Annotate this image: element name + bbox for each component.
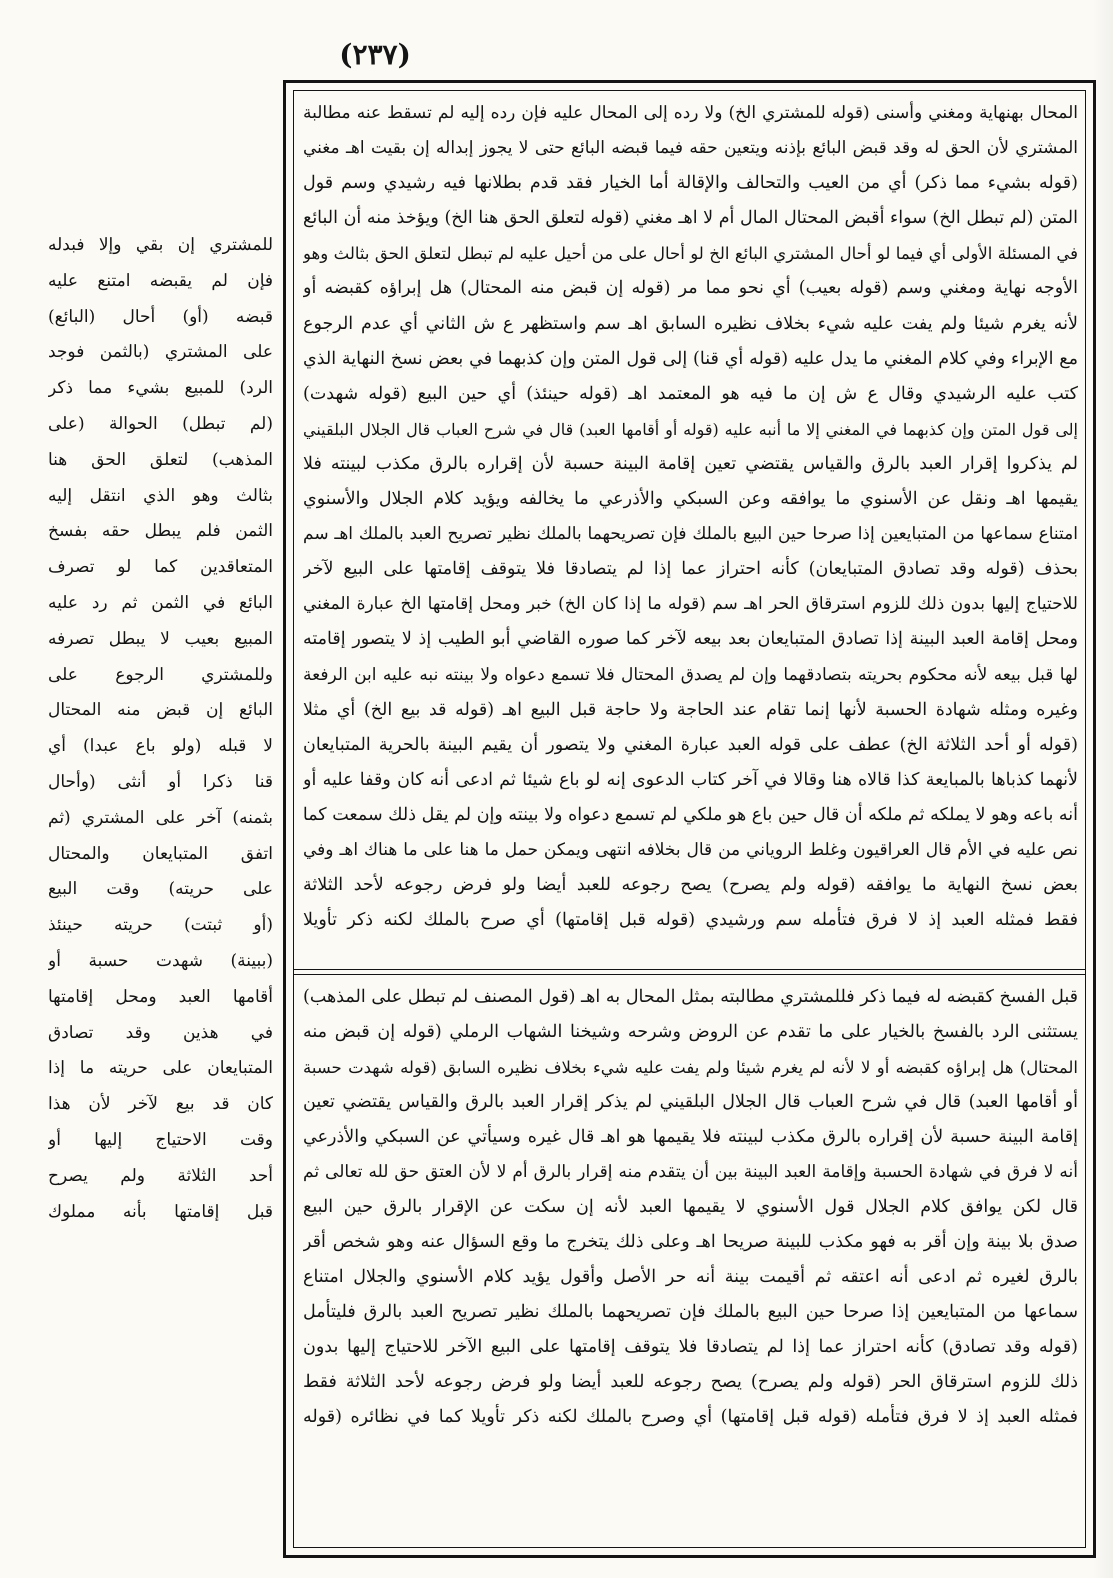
margin-text-line: في هذين وقد تصادق <box>48 1022 273 1043</box>
margin-text-line: المذهب) لتعلق الحق هنا <box>48 449 273 470</box>
margin-text-line: على حريته) وقت البيع <box>48 879 273 900</box>
main-text-line: المشتري لأن الحق له وقد قبض البائع بإذنه ويتعين حقه فيما قبضه البائع حتى لا يجوز إبداله إن بقيت اهـ مغني <box>303 138 1078 159</box>
bottom-text-line: صدق بلا بينة وإن أقر به فهو مكذب للبينة صريحا اهـ وعلى ذلك يتخرج ما وقع السؤال عنه وهو شخص أقر <box>303 1232 1078 1252</box>
main-text-line: كتب عليه الرشيدي وقال ع ش إن ما فيه هو المعتمد اهـ (قوله حينئذ) أي حين البيع (قوله شهدت) <box>303 383 1078 404</box>
main-text-line: إلى قول المتن وإن كذبهما في المغني إلا ما أنبه عليه (قوله أو أقامها العبد) قال في شرح العباب قال الجلال البلقيني <box>303 419 1078 439</box>
bottom-text-line: فمثله العبد إذ لا فرق فتأمله (قوله قبل إقامتها) أي وصرح بالملك لكنه ذكر تأويلا كما في نظائره (قوله <box>303 1407 1078 1427</box>
margin-text-line: لا قبله (ولو باع عبدا) أي <box>48 736 273 757</box>
main-text-line: لأنهما كذباها بالمبايعة كذا قالاه هنا وقالا في آخر كتاب الدعوى إنه لو باع شيئا ثم ادعى أنه كان وقفا عليه أو <box>303 769 1078 790</box>
main-text-line: بعض نسخ النهاية ما يوافقه (قوله ولم يصرح) يصح رجوعه للعبد أيضا ولو فرض رجوعه لأحد الثلاثة <box>303 875 1078 896</box>
main-text-line: في المسئلة الأولى أي فيما لو أحال المشتري البائع الخ لو أحال على من أحيل عليه لم تبطل لتعلق الحق بثالث وهو <box>303 244 1078 264</box>
margin-text-line: للمشتري إن بقي وإلا فبدله <box>48 235 273 255</box>
bottom-text-line: يستثنى الرد بالفسخ بالخيار على ما تقدم عن الروض وشرحه وشيخنا الشهاب الرملي (قوله إن قبض منه <box>303 1022 1078 1042</box>
bottom-text-line: إقامة البينة حسبة لأن إقراره بالرق مكذب لبينته فلا يقيمها هو اهـ قال غيره وسيأتي عن السبكي والأذرعي <box>303 1127 1078 1147</box>
main-text-line: لم يذكروا إقرار العبد بالرق والقياس يقتضي تعين إقامة البينة حسبة لأن إقراره بالرق مكذب لبينته فلا <box>303 453 1078 474</box>
margin-text-line: وقت الاحتياج إليها أو <box>48 1129 273 1150</box>
main-text-line: يقيمها اهـ ونقل عن الأسنوي ما يوافقه وعن السبكي والأذرعي ما يخالفه ويؤيد كلام الجلال والأسنوي <box>303 489 1078 510</box>
margin-text-line: البائع إن قبض منه المحتال <box>48 700 273 721</box>
margin-text-line: (ببينة) شهدت حسبة أو <box>48 950 273 971</box>
margin-text-line: وللمشتري الرجوع على <box>48 664 273 685</box>
margin-text-line: قبضه (أو) أحال (البائع) <box>48 306 273 327</box>
main-text-line: بحذف (قوله وقد تصادق المتبايعان) كأنه احتراز عما إذا لم يتصادقا فلا يتوقف إقامتها على البيع لآخر <box>303 559 1078 580</box>
main-text-line: للاحتياج إليها بدون ذلك للزوم استرقاق الحر اهـ سم (قوله ما إذا كان الخ) خبر ومحل إقامتها الخ عبارة المغني <box>303 594 1078 615</box>
scan-edge-shadow <box>1093 0 1113 1578</box>
section-divider <box>293 969 1086 975</box>
margin-matn-text <box>48 228 273 1348</box>
margin-text-line: أقامها العبد ومحل إقامتها <box>48 986 273 1007</box>
main-text-line: فقط فمثله العبد إذ لا فرق فتأمله سم ورشيدي (قوله قبل إقامتها) أي صرح بالملك لكنه ذكر تأويلا <box>303 910 1078 931</box>
main-text-line: الأوجه نهاية ومغني وسم (قوله بعيب) أي نحو مما مر (قوله إن قبض منه المحتال) هل إبراؤه كقبضه أو <box>303 278 1078 299</box>
margin-text-line: المتبايعان على حريته ما إذا <box>48 1058 273 1079</box>
margin-text-line: البائع في الثمن ثم رد عليه <box>48 592 273 613</box>
bottom-text-line: ذلك للزوم استرقاق الحر (قوله ولم يصرح) يصح رجوعه للعبد أيضا ولو فرض رجوعه لأحد الثلاثة فقط <box>303 1372 1078 1392</box>
main-commentary-text <box>303 96 1078 964</box>
main-text-line: نص عليه في الأم قال العراقيون وغلط الروياني من قال بخلافه انتهى ويمكن حمل ما هنا على ما هناك اهـ وفي <box>303 839 1078 860</box>
margin-text-line: المتعاقدين كما لو تصرف <box>48 557 273 578</box>
margin-text-line: (لم تبطل) الحوالة (على <box>48 413 273 434</box>
bottom-text-line: (قوله وقد تصادق) كأنه احتراز عما إذا لم يتصادقا فلا يتوقف إقامتها على البيع الآخر للاحتياج إليها بدون <box>303 1337 1078 1357</box>
footnote-commentary-text <box>303 980 1078 1542</box>
main-text-line: (قوله أو أحد الثلاثة الخ) عطف على قوله العبد عبارة المغني ولا يتصور أن يقيم البينة بالحرية المتبايعان <box>303 734 1078 755</box>
main-text-line: ومحل إقامة العبد البينة إذا تصادق المتبايعان بعد بيعه لآخر كما صوره القاضي أبو الطيب إذ لا يتصور إقامته <box>303 629 1078 650</box>
page-number: (٢٣٧) <box>339 38 411 71</box>
margin-text-line: (أو ثبتت) حريته حينئذ <box>48 915 273 936</box>
margin-text-line: الثمن فلم يبطل حقه بفسخ <box>48 521 273 542</box>
bottom-text-line: أو أقامها العبد) قال في شرح العباب قال الجلال البلقيني لم يذكر إقرار العبد بالرق والقياس يقتضي تعين <box>303 1092 1078 1112</box>
bottom-text-line: بالرق لغيره ثم ادعى أنه اعتقه ثم أقيمت بينة أنه حر الأصل وأقول يؤيد كلام الأسنوي والجلال امتناع <box>303 1267 1078 1287</box>
margin-text-line: الرد) للمبيع بشيء مما ذكر <box>48 378 273 399</box>
main-text-line: مع الإبراء وفي كلام المغني ما يدل عليه (قوله أي قنا) إلى قول المتن وإن كذبهما في بعض نسخ النهاية الذي <box>303 348 1078 369</box>
main-text-line: امتناع سماعها من المتبايعين إذا صرحا حين البيع بالملك فإن تصريحهما بالملك نظير تصريح العبد بالملك اهـ سم <box>303 524 1078 545</box>
margin-text-line: قبل إقامتها بأنه مملوك <box>48 1201 273 1222</box>
margin-text-line: اتفق المتبايعان والمحتال <box>48 843 273 864</box>
margin-text-line: على المشتري (بالثمن فوجد <box>48 342 273 363</box>
main-text-line: لأنه يغرم شيئا ولم يفت عليه شيء بخلاف نظيره السابق اهـ سم واستظهر ع ش الثاني أي عدم الرجوع <box>303 313 1078 334</box>
bottom-text-line: قال لكن يوافق كلام الجلال قول الأسنوي لا يقيمها العبد لأنه إن سكت عن الإقرار بالرق حين البيع <box>303 1197 1078 1217</box>
margin-text-line: بثمنه) آخر على المشتري (ثم <box>48 807 273 828</box>
bottom-text-line: أنه لا فرق في شهادة الحسبة وإقامة العبد البينة بين أن يتقدم منه إقرار بالرق أم لا لأن العتق حق لله تعالى ثم <box>303 1162 1078 1182</box>
main-text-line: أنه باعه وهو لا يملكه ثم ملكه أن قال حين باع هو ملكي لم تسمع دعواه ولا بينته وإن لم يقل ذلك سمعت كما <box>303 804 1078 825</box>
main-text-line: المحال بهنهاية ومغني وأسنى (قوله للمشتري الخ) ولا رده إلى المحال عليه فإن رده إليه لم تسقط عنه مطالبة <box>303 103 1078 123</box>
main-text-line: وغيره ومثله شهادة الحسبة لأنها إنما تقام عند الحاجة ولا حاجة قبل البيع اهـ (قوله قد بيع الخ) أي مثلا <box>303 699 1078 720</box>
margin-text-line: فإن لم يقبضه امتنع عليه <box>48 270 273 291</box>
main-text-line: لها قبل بيعه لأنه محكوم بحريته بتصادقهما وإن لم يصدق المحتال فلا تسمع دعواه ولا بينته نبه عليه ابن الرفعة <box>303 664 1078 685</box>
bottom-text-line: سماعها من المتبايعين إذا صرحا حين البيع بالملك فإن تصريحهما بالملك نظير تصريح العبد بالرق فليتأمل <box>303 1302 1078 1322</box>
main-text-line: المتن (لم تبطل الخ) سواء أقبض المحتال المال أم لا اهـ مغني (قوله لتعلق الحق هنا الخ) ويؤخذ منه أن البائع <box>303 208 1078 229</box>
margin-text-line: قنا ذكرا أو أنثى (وأحال <box>48 771 273 792</box>
bottom-text-line: المحتال) هل إبراؤه كقبضه أو لا لأنه لم يغرم شيئا ولم يفت عليه شيء بخلاف نظيره السابق (قوله شهدت حسبة <box>303 1058 1078 1077</box>
main-text-line: (قوله بشيء مما ذكر) أي من العيب والتحالف والإقالة أما الخيار فقد قدم بطلانها فيه رشيدي وسم قول <box>303 173 1078 194</box>
margin-text-line: كان قد بيع لآخر لأن هذا <box>48 1094 273 1115</box>
bottom-text-line: قبل الفسخ كقبضه له فيما ذكر فللمشتري مطالبته بمثل المحال به اهـ (قول المصنف لم تبطل على المذهب) <box>303 987 1078 1007</box>
margin-text-line: أحد الثلاثة ولم يصرح <box>48 1165 273 1186</box>
margin-text-line: بثالث وهو الذي انتقل إليه <box>48 485 273 506</box>
margin-text-line: المبيع بعيب لا يبطل تصرفه <box>48 628 273 649</box>
